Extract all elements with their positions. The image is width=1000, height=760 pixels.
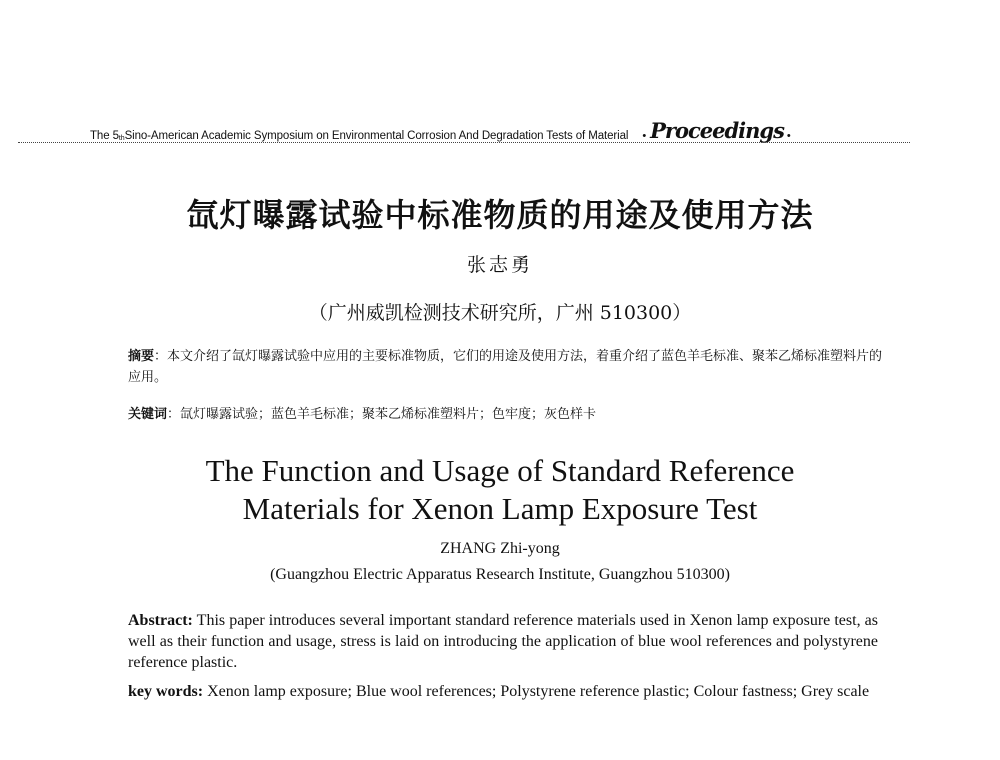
header-prefix: The 5 (90, 130, 119, 142)
running-header (90, 120, 910, 142)
cn-affiliation: （广州威凯检测技术研究所，广州 510300） (308, 302, 692, 324)
cn-abstract-label: 摘要 (128, 349, 155, 364)
en-affiliation: (Guangzhou Electric Apparatus Research Institute, Guangzhou 510300) (270, 566, 730, 583)
header-sup: th (118, 135, 125, 142)
cn-abstract (128, 346, 888, 388)
en-abstract-text: This paper introduces several important standard reference materials used in Xenon lamp exposure test, as well as their function and usage, stress is laid on introducing the application of blue wool references and polystyrene reference plastic. (128, 612, 878, 671)
cn-title: 氙灯曝露试验中标准物质的用途及使用方法 (186, 196, 814, 234)
cn-author: 张志勇 (466, 254, 533, 276)
cn-keywords (128, 404, 888, 425)
proceedings-logo: Proceedings (650, 118, 784, 143)
bullet-icon: • (642, 130, 647, 142)
en-title (0, 452, 1000, 528)
header-suffix: Sino-American Academic Symposium on Environmental Corrosion And Degradation Tests of Material (124, 130, 629, 142)
bullet-icon-right: • (786, 130, 791, 142)
en-abstract (128, 610, 878, 673)
en-title-line1: The Function and Usage of Standard Reference (205, 453, 795, 488)
en-abstract-label: Abstract: (128, 612, 193, 629)
en-author: ZHANG Zhi-yong (440, 540, 560, 557)
en-keywords-label: key words: (128, 683, 204, 700)
cn-abstract-text: ：本文介绍了氙灯曝露试验中应用的主要标准物质，它们的用途及使用方法，着重介绍了蓝色羊毛标准、聚苯乙烯标准塑料片的应用。 (128, 349, 883, 385)
en-keywords-text: Xenon lamp exposure; Blue wool references; Polystyrene reference plastic; Colour fastness; Grey scale (203, 683, 870, 700)
header-rule (18, 142, 910, 143)
en-keywords (128, 681, 878, 702)
cn-keywords-text: ：氙灯曝露试验；蓝色羊毛标准；聚苯乙烯标准塑料片；色牢度；灰色样卡 (167, 407, 597, 422)
cn-keywords-label: 关键词 (128, 407, 168, 422)
en-title-line2: Materials for Xenon Lamp Exposure Test (242, 491, 758, 526)
